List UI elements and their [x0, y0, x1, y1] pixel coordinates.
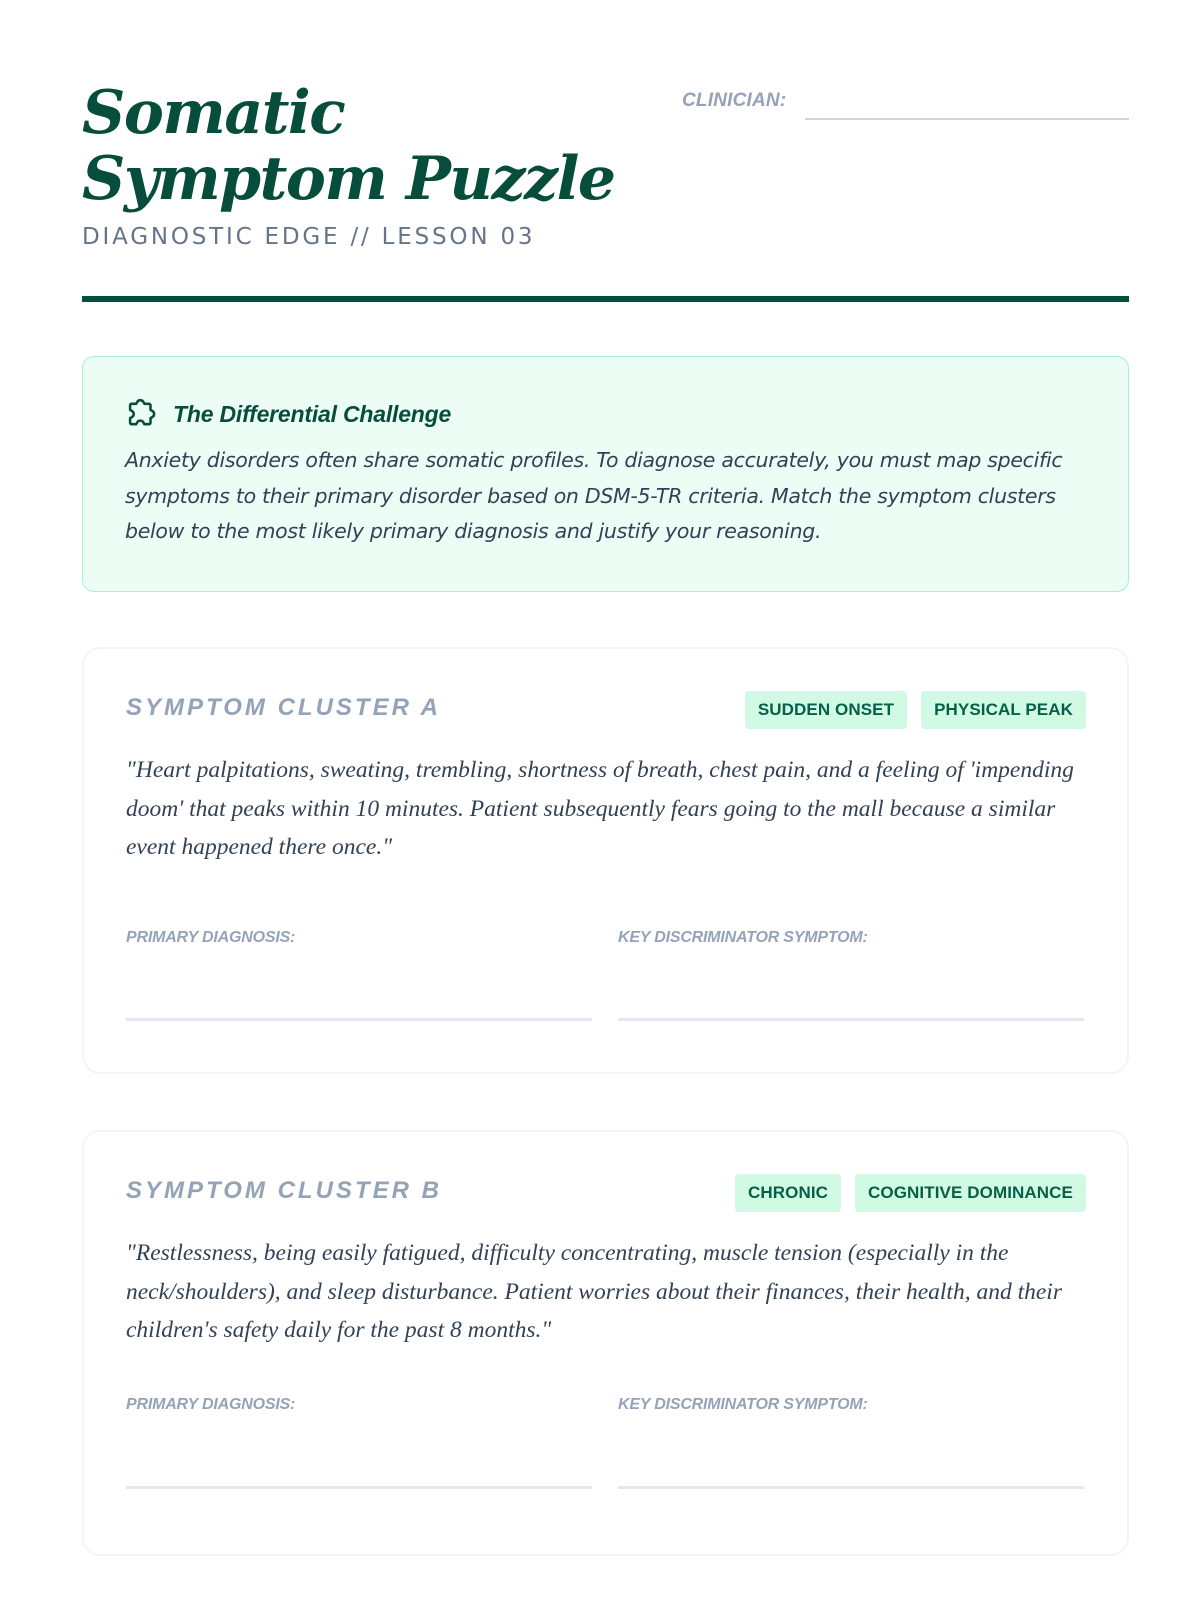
- symptom-cluster-card: [82, 647, 1129, 1074]
- cluster-tags: [745, 691, 1086, 729]
- worksheet-page: [82, 0, 1129, 1413]
- key-discriminator-field[interactable]: [618, 1396, 1084, 1496]
- cluster-vignette: "Restlessness, being easily fatigued, difficulty concentrating, muscle tension (especially in the neck/shoulders), and sleep disturbance. Patient worries about their finances, their health, and their children's safety daily for the past 8 months.": [126, 1240, 1062, 1343]
- primary-diagnosis-field[interactable]: [126, 929, 592, 1029]
- symptom-cluster-card: [82, 1130, 1129, 1556]
- challenge-callout: [82, 356, 1129, 592]
- primary-diagnosis-input-line[interactable]: [126, 1018, 592, 1021]
- cluster-tag: SUDDEN ONSET: [745, 691, 907, 729]
- cluster-tags: [735, 1174, 1086, 1212]
- key-discriminator-label: KEY DISCRIMINATOR SYMPTOM:: [618, 929, 868, 946]
- challenge-header: [125, 397, 1086, 431]
- cluster-title: SYMPTOM CLUSTER A: [126, 694, 442, 721]
- cluster-tag: PHYSICAL PEAK: [921, 691, 1086, 729]
- clinician-field[interactable]: [682, 88, 1129, 122]
- clinician-label: CLINICIAN:: [682, 90, 787, 111]
- primary-diagnosis-label: PRIMARY DIAGNOSIS:: [126, 1396, 296, 1413]
- key-discriminator-input-line[interactable]: [618, 1486, 1084, 1489]
- cluster-tag: CHRONIC: [735, 1174, 841, 1212]
- cluster-title: SYMPTOM CLUSTER B: [126, 1177, 442, 1204]
- puzzle-icon: [125, 397, 159, 431]
- key-discriminator-field[interactable]: [618, 929, 1084, 1029]
- challenge-title: The Differential Challenge: [173, 400, 452, 427]
- cluster-tag: COGNITIVE DOMINANCE: [855, 1174, 1086, 1212]
- cluster-vignette: "Heart palpitations, sweating, trembling, shortness of breath, chest pain, and a feeling of 'impending doom' that peaks within 10 minutes. Patient subsequently fears going to the mall because a similar event happened there once.": [126, 757, 1074, 860]
- header-divider: [82, 296, 1129, 302]
- header: [82, 0, 1129, 305]
- primary-diagnosis-input-line[interactable]: [126, 1486, 592, 1489]
- page-subtitle: DIAGNOSTIC EDGE // LESSON 03: [82, 224, 536, 250]
- primary-diagnosis-label: PRIMARY DIAGNOSIS:: [126, 929, 296, 946]
- challenge-description: Anxiety disorders often share somatic profiles. To diagnose accurately, you must map specific symptoms to their primary disorder based on DSM-5-TR criteria. Match the symptom clusters below to the most likely primary diagnosis and justify your reasoning.: [125, 448, 1063, 543]
- page-title: Somatic Symptom Puzzle: [82, 78, 615, 214]
- primary-diagnosis-field[interactable]: [126, 1396, 592, 1496]
- key-discriminator-label: KEY DISCRIMINATOR SYMPTOM:: [618, 1396, 868, 1413]
- key-discriminator-input-line[interactable]: [618, 1018, 1084, 1021]
- clinician-input-line[interactable]: [805, 118, 1129, 120]
